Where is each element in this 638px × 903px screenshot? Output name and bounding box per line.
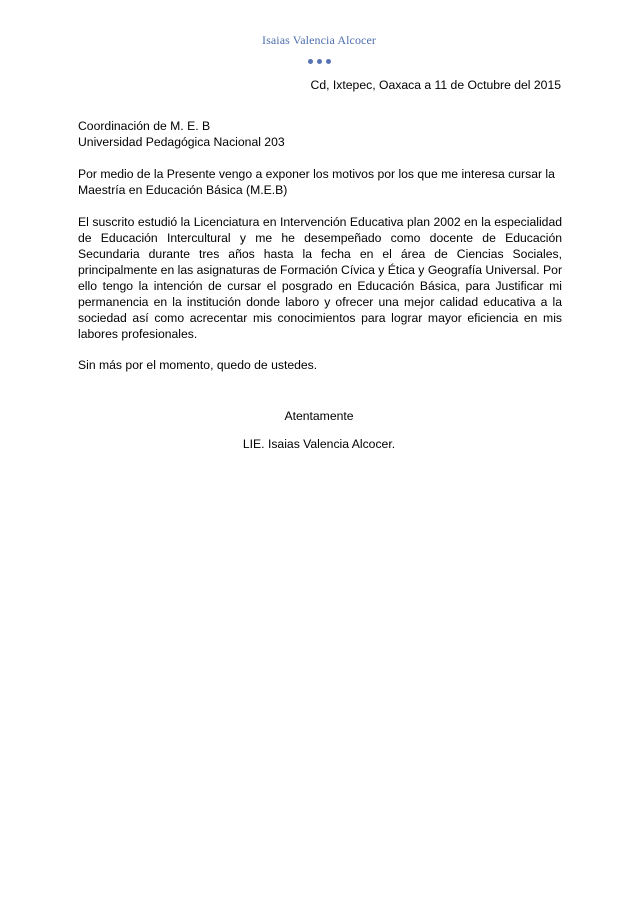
recipient-line-1: Coordinación de M. E. B: [78, 119, 211, 133]
recipient-line-2: Universidad Pedagógica Nacional 203: [78, 135, 285, 149]
letter-body-paragraph: El suscrito estudió la Licenciatura en Intervención Educativa plan 2002 en la especialidad de Educación Intercultural y me he desempeñado como docente de Educación Secundaria durante tres años hasta la fecha en el área de Ciencias Sociales, principalmente en las asignaturas de Formación Cívica y Ética y Geografía Universal. Por ello tengo la intención de cursar el posgrado en Educación Básica, para Justificar mi permanencia en la institución donde laboro y ofrecer una mejor calidad educativa a la sociedad así como acrecentar mis conocimientos para lograr mayor eficiencia en mis labores profesionales.: [78, 215, 562, 341]
decorative-dot-icon: [308, 59, 313, 64]
letter-recipient: [78, 118, 562, 150]
header-ellipsis-decoration: [0, 59, 638, 64]
decorative-dot-icon: [317, 59, 322, 64]
letter-date-line: Cd, Ixtepec, Oaxaca a 11 de Octubre del 2015: [310, 78, 561, 92]
letter-sign-off: Atentamente: [284, 409, 354, 423]
letter-intro-paragraph: Por medio de la Presente vengo a exponer los motivos por los que me interesa cursar la Maestría en Educación Básica (M.E.B): [78, 167, 555, 197]
header-author-name: Isaias Valencia Alcocer: [261, 33, 377, 47]
letter-signature: LIE. Isaias Valencia Alcocer.: [242, 437, 396, 451]
decorative-dot-icon: [326, 59, 331, 64]
letter-closing: Sin más por el momento, quedo de ustedes.: [78, 358, 318, 372]
